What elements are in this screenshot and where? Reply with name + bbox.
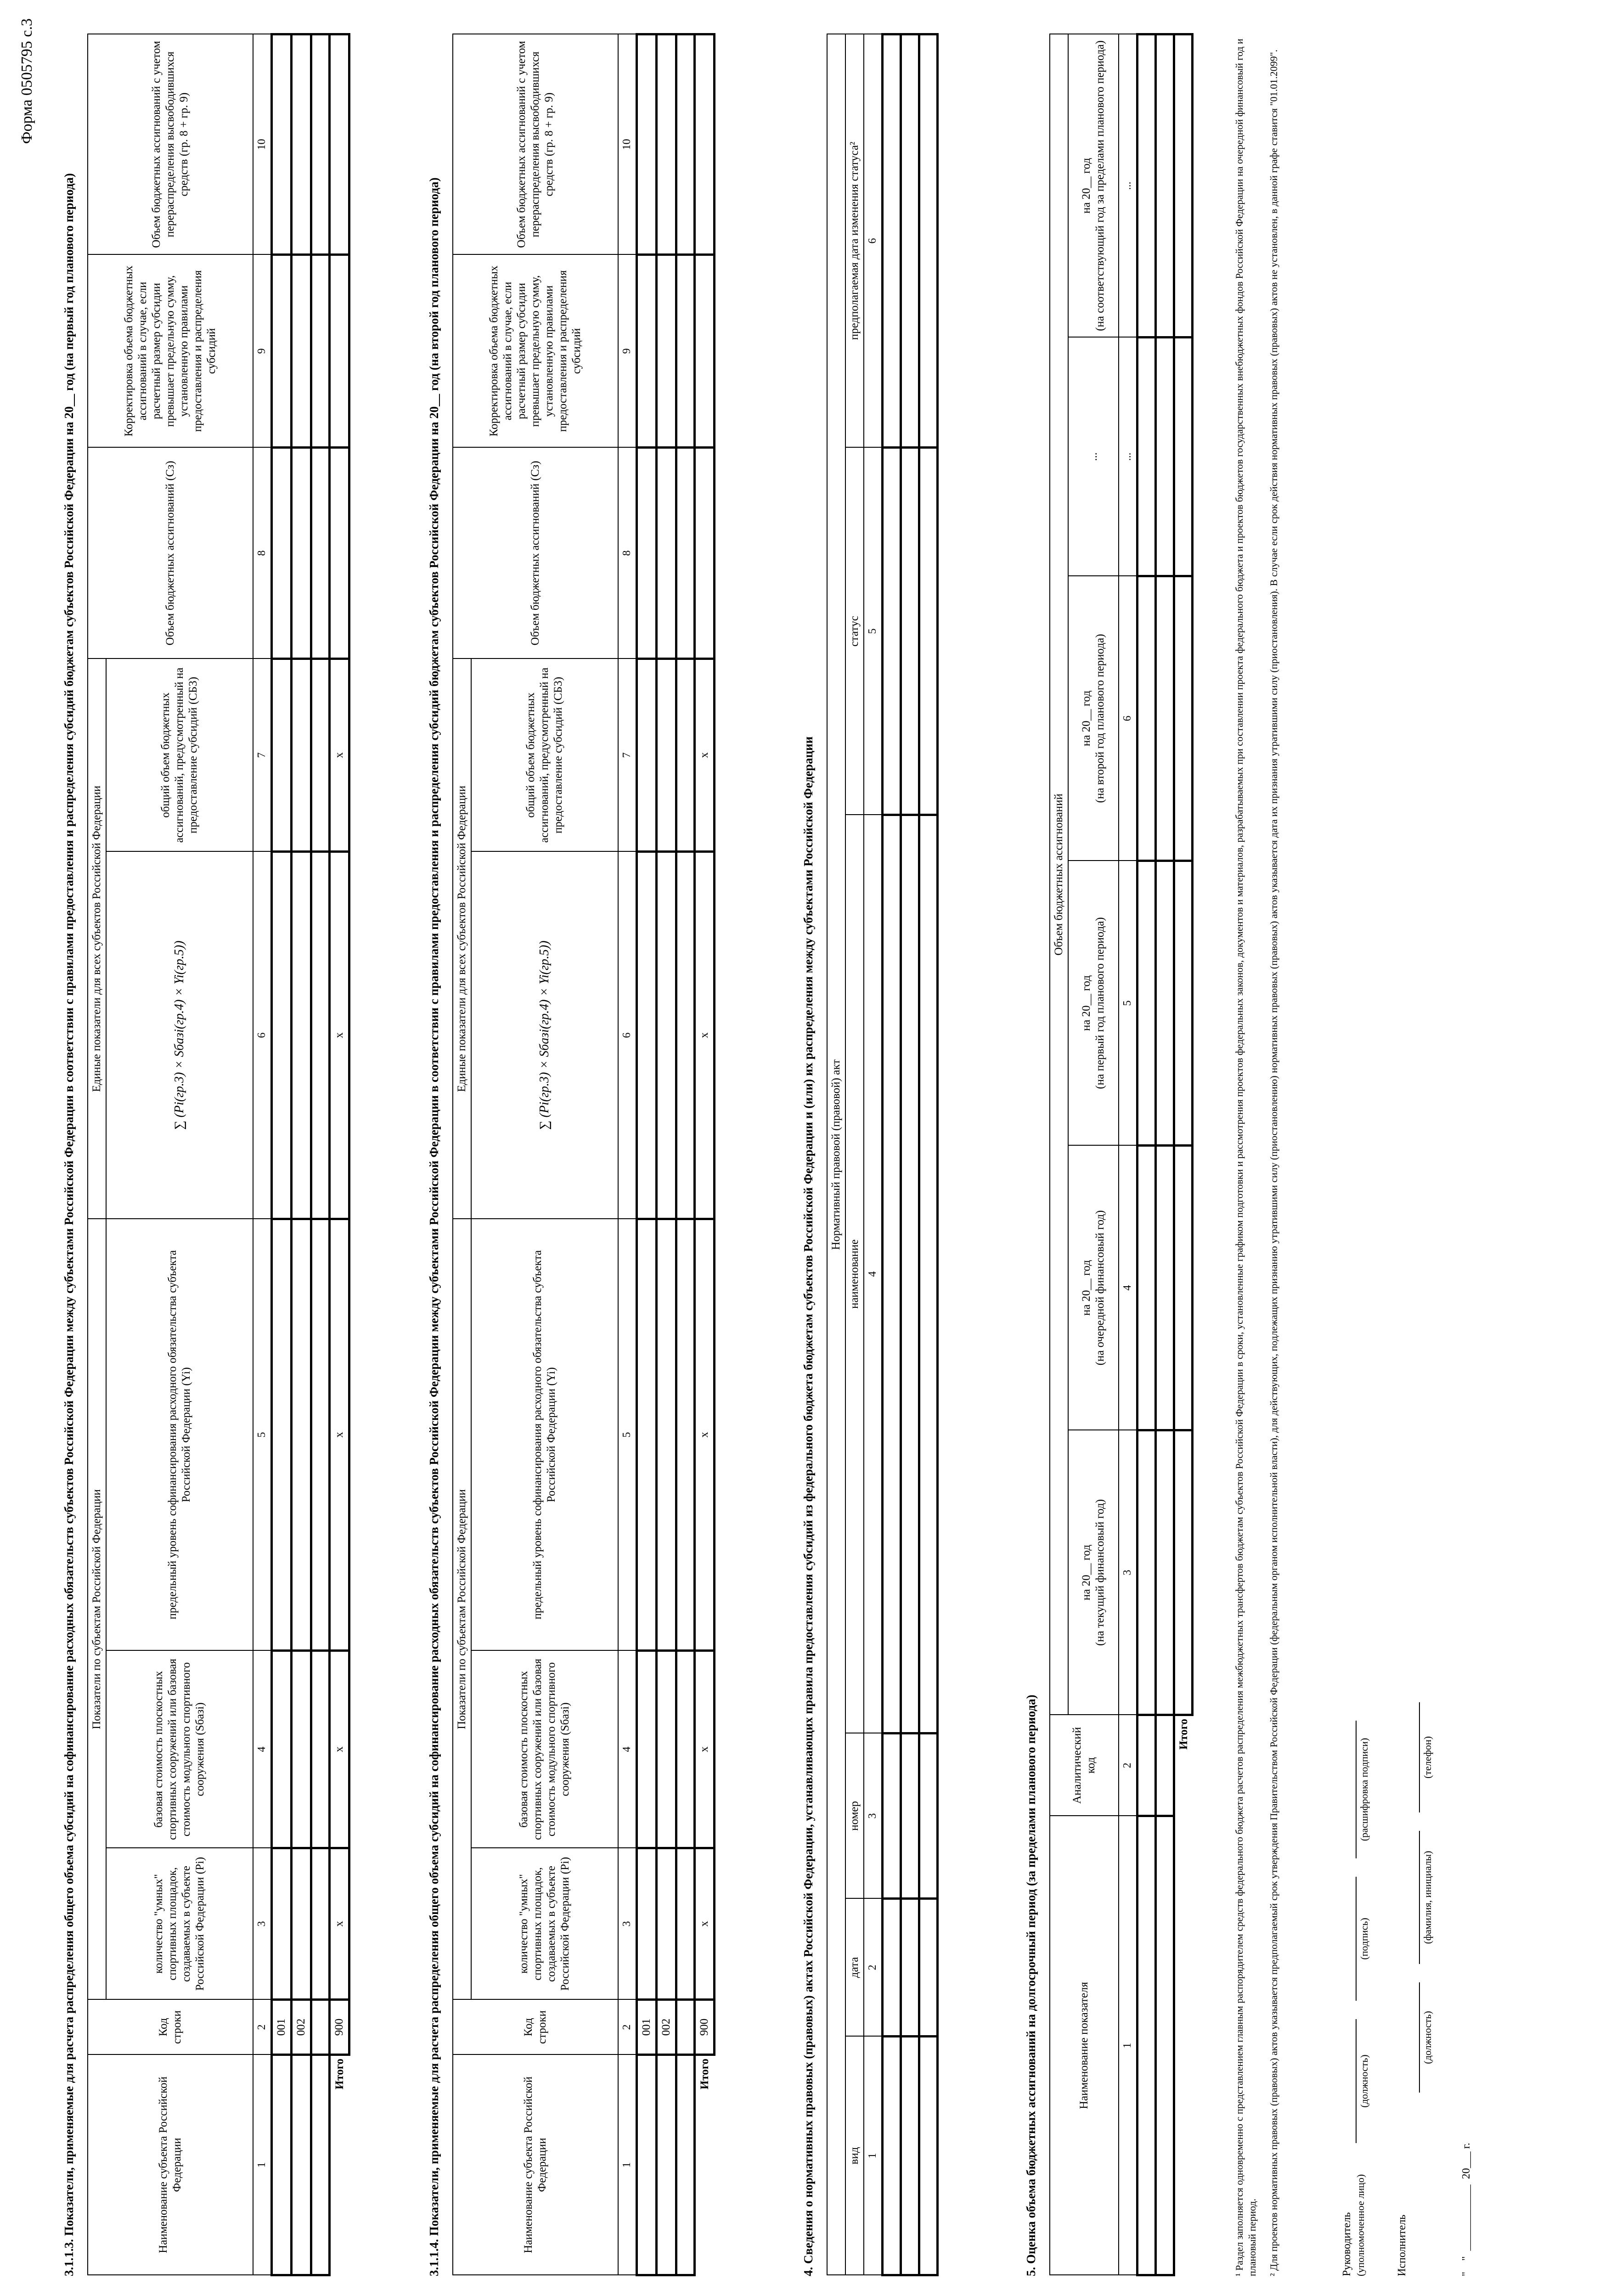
col-year-beyond: на 20__ год (на соответствующий год за пределами планового периода) xyxy=(1068,34,1119,337)
cell-total[interactable] xyxy=(311,34,329,254)
colnum-2: 2 xyxy=(618,2000,636,2055)
signature-head-label: Руководитель xyxy=(1341,2212,1353,2276)
itogo-total[interactable] xyxy=(329,34,349,254)
group-common: Единые показатели для всех субъектов Российской Федерации xyxy=(88,658,106,1219)
cell-sb3[interactable] xyxy=(676,658,694,851)
cell-sb3[interactable] xyxy=(636,658,656,851)
itogo-corr[interactable] xyxy=(329,254,349,447)
cell-sbase[interactable] xyxy=(656,1651,676,1848)
table-row xyxy=(882,34,901,2275)
cell-v2[interactable] xyxy=(1137,1146,1155,1430)
itogo-x: x xyxy=(329,851,349,1219)
col-date: дата xyxy=(845,1899,864,2037)
cell-total[interactable] xyxy=(291,34,311,254)
col-sb3: общий объем бюджетных ассигнований, предусмотренный на предоставление субсидий (СБ3) xyxy=(106,658,253,851)
table-section-4 xyxy=(827,33,939,2276)
col-s3: Объем бюджетных ассигнований (Сз) xyxy=(453,447,618,658)
footnote-1: ¹ Раздел заполняется одновременно с представлением главным распорядителем средств федерального бюджета расчетов распределения межбюджетных трансфертов бюджетам субъектов Российской Федерации в сроки, установленные графиком подготовки и рассмотрения проектов федеральных законов, документов и материалов, разрабатываемых при составлении проекта федерального бюджета и проектов бюджетов государственных внебюджетных фондов Российской Федерации на очередной финансовый год и плановый период. xyxy=(1233,39,1258,2276)
itogo-row xyxy=(694,34,714,2275)
cell-yi[interactable] xyxy=(291,1219,311,1650)
cell-corr[interactable] xyxy=(271,254,291,447)
colnum-10: 10 xyxy=(618,34,636,254)
cell-s3[interactable] xyxy=(676,447,694,658)
itogo-x: x xyxy=(329,1219,349,1650)
cell-status-date[interactable] xyxy=(919,34,937,447)
cell-status-date[interactable] xyxy=(882,34,901,447)
exec-name-label: (фамилия, инициалы) xyxy=(1422,1851,1433,1944)
cell-s3[interactable] xyxy=(636,447,656,658)
cell-subject[interactable] xyxy=(656,2055,676,2275)
cell-date[interactable] xyxy=(882,1899,901,2037)
itogo-v5[interactable] xyxy=(1174,338,1193,576)
cell-s3[interactable] xyxy=(656,447,676,658)
cell-v6[interactable] xyxy=(1137,34,1155,337)
section-3113-heading: 3.1.1.3. Показатели, применяемые для расчета распределения общего объема субсидий на софинансирование расходных обязательств субъектов Российской Федерации между субъектами Российской Федерации в соответствии с правилами предоставления и распределения субсидий бюджетам субъектов Российской Федерации на 20__ год (на первый год планового периода) xyxy=(62,173,76,2276)
cell-s3[interactable] xyxy=(291,447,311,658)
table-row xyxy=(311,34,329,2275)
col-status-date: предполагаемая дата изменения статуса² xyxy=(845,34,864,447)
colnum-4: 4 xyxy=(618,1651,636,1848)
table-row xyxy=(919,34,937,2275)
cell-v4[interactable] xyxy=(1155,576,1174,861)
cell-status[interactable] xyxy=(919,448,937,815)
itogo-v2[interactable] xyxy=(1174,1146,1193,1430)
col-row-code: Код строки xyxy=(453,2000,618,2055)
cell-status[interactable] xyxy=(882,448,901,815)
cell-pi[interactable] xyxy=(271,1848,291,2000)
cell-sb3[interactable] xyxy=(656,658,676,851)
cell-v4[interactable] xyxy=(1137,576,1155,861)
colnum-4: 4 xyxy=(864,815,882,1733)
cell-yi[interactable] xyxy=(656,1219,676,1650)
col-year-next: на 20__ год (на очередной финансовый год) xyxy=(1068,1146,1119,1430)
cell-code: 001 xyxy=(636,2000,656,2055)
colnum-1: 1 xyxy=(253,2055,271,2275)
cell-indicator[interactable] xyxy=(1155,1816,1174,2275)
cell-number[interactable] xyxy=(919,1733,937,1899)
colnum-3: 3 xyxy=(253,1848,271,2000)
group-by-subject: Показатели по субъектам Российской Федерации xyxy=(453,1219,471,1999)
cell-total[interactable] xyxy=(636,34,656,254)
cell-sbase[interactable] xyxy=(291,1651,311,1848)
group-npa: Нормативный правовой (правовой) акт xyxy=(827,34,845,2275)
cell-corr[interactable] xyxy=(291,254,311,447)
itogo-v4[interactable] xyxy=(1174,576,1193,861)
cell-v5[interactable] xyxy=(1155,338,1174,576)
cell-pi[interactable] xyxy=(656,1848,676,2000)
cell-date[interactable] xyxy=(901,1899,919,2037)
itogo-s3[interactable] xyxy=(694,447,714,658)
cell-v3[interactable] xyxy=(1155,861,1174,1146)
group-budget-volume: Объем бюджетных ассигнований xyxy=(1050,34,1068,1715)
colnum-1: 1 xyxy=(618,2055,636,2275)
itogo-x: x xyxy=(694,851,714,1219)
cell-kind[interactable] xyxy=(901,2037,919,2275)
table-row xyxy=(291,34,311,2275)
section-5-heading: 5. Оценка объема бюджетных ассигнований на долгосрочный период (за пределами планового периода) xyxy=(1024,1694,1038,2276)
cell-code: 001 xyxy=(271,2000,291,2055)
col-total: Объем бюджетных ассигнований с учетом перераспределения высвободившихся средств (гр. 8 + гр. 9) xyxy=(88,34,253,254)
colnum-6: 6 xyxy=(253,851,271,1219)
cell-title[interactable] xyxy=(919,815,937,1733)
cell-s3[interactable] xyxy=(271,447,291,658)
col-year-current: на 20__ год (на текущий финансовый год) xyxy=(1068,1430,1119,1715)
cell-pi[interactable] xyxy=(636,1848,656,2000)
cell-sbase[interactable] xyxy=(271,1651,291,1848)
exec-position-line[interactable] xyxy=(1405,1982,1420,2093)
cell-v3[interactable] xyxy=(1137,861,1155,1146)
itogo-v1[interactable] xyxy=(1174,1430,1193,1715)
col-total: Объем бюджетных ассигнований с учетом перераспределения высвободившихся средств (гр. 8 + гр. 9) xyxy=(453,34,618,254)
cell-subject[interactable] xyxy=(636,2055,656,2275)
cell-status[interactable] xyxy=(901,448,919,815)
section-4-heading: 4. Сведения о нормативных правовых (правовых) актах Российской Федерации, устанавливающих правила предоставления субсидий из федерального бюджета бюджетам субъектов Российской Федерации и (или) их распределения между субъектами Российской Федерации xyxy=(801,736,815,2276)
cell-formula[interactable] xyxy=(636,851,656,1219)
colnum-1: 1 xyxy=(864,2037,882,2275)
col-indicator-name: Наименование показателя xyxy=(1050,1816,1119,2275)
colnum-8: 8 xyxy=(618,447,636,658)
cell-subject[interactable] xyxy=(271,2055,291,2275)
col-title: наименование xyxy=(845,815,864,1733)
col-row-code: Код строки xyxy=(88,2000,253,2055)
itogo-label: Итого xyxy=(333,2059,346,2090)
cell-code[interactable] xyxy=(1155,1715,1174,1816)
cell-sb3[interactable] xyxy=(271,658,291,851)
exec-name-line[interactable] xyxy=(1405,1831,1420,1964)
itogo-row xyxy=(1174,34,1193,2275)
col-analytic-code: Аналитический код xyxy=(1050,1715,1119,1816)
cell-v6[interactable] xyxy=(1155,34,1174,337)
colnum-3: 3 xyxy=(1119,1430,1137,1715)
colnum-6: 6 xyxy=(864,34,882,447)
cell-kind[interactable] xyxy=(882,2037,901,2275)
colnum-10: 10 xyxy=(253,34,271,254)
cell-kind[interactable] xyxy=(919,2037,937,2275)
colnum-6: 6 xyxy=(618,851,636,1219)
col-number: номер xyxy=(845,1733,864,1899)
itogo-code: 900 xyxy=(329,2000,349,2055)
col-pi: количество "умных" спортивных площадок, создаваемых в субъекте Российской Федерации (Pi) xyxy=(471,1848,618,2000)
table-3113 xyxy=(87,33,350,2276)
signature-head-sub: (уполномоченное лицо) xyxy=(1355,2174,1366,2276)
head-position-line[interactable] xyxy=(1342,2019,1357,2143)
itogo-label: Итого xyxy=(698,2059,711,2090)
cell-corr[interactable] xyxy=(676,254,694,447)
colnum-2: 2 xyxy=(864,1899,882,2037)
table-section-5 xyxy=(1049,33,1194,2276)
cell-code: 002 xyxy=(656,2000,676,2055)
table-row xyxy=(676,34,694,2275)
table-row xyxy=(271,34,291,2275)
exec-position-label: (должность) xyxy=(1422,2011,1433,2064)
cell-formula[interactable] xyxy=(676,851,694,1219)
colnum-6: 6 xyxy=(1119,576,1137,861)
col-sbase: базовая стоимость плоскостных спортивных сооружений или базовая стоимость модульного спортивного сооружения (Sбазi) xyxy=(106,1651,253,1848)
itogo-x: x xyxy=(329,1848,349,2000)
cell-formula[interactable] xyxy=(311,851,329,1219)
head-position-label: (должность) xyxy=(1358,2054,1370,2108)
table-row xyxy=(1155,34,1174,2275)
signature-date[interactable]: " " ____________ 20___ г. xyxy=(1460,2143,1472,2276)
colnum-4: 4 xyxy=(1119,1146,1137,1430)
cell-formula[interactable] xyxy=(656,851,676,1219)
table-row xyxy=(636,34,656,2275)
cell-yi[interactable] xyxy=(271,1219,291,1650)
itogo-corr[interactable] xyxy=(694,254,714,447)
form-number: Форма 0505795 с.3 xyxy=(18,18,35,144)
col-pi: количество "умных" спортивных площадок, создаваемых в субъекте Российской Федерации (Pi) xyxy=(106,1848,253,2000)
cell-code[interactable] xyxy=(676,2000,694,2055)
itogo-v3[interactable] xyxy=(1174,861,1193,1146)
cell-corr[interactable] xyxy=(636,254,656,447)
colnum-4: 4 xyxy=(253,1651,271,1848)
cell-subject[interactable] xyxy=(676,2055,694,2275)
cell-code[interactable] xyxy=(1137,1715,1155,1816)
cell-yi[interactable] xyxy=(311,1219,329,1650)
colnum-3: 3 xyxy=(618,1848,636,2000)
col-sbase: базовая стоимость плоскостных спортивных сооружений или базовая стоимость модульного спортивного сооружения (Sбазi) xyxy=(471,1651,618,1848)
col-year-ellipsis: ... xyxy=(1068,338,1119,576)
exec-phone-label: (телефон) xyxy=(1422,1736,1433,1779)
head-decipher-label: (расшифровка подписи) xyxy=(1358,1738,1370,1841)
table-row xyxy=(1137,34,1155,2275)
cell-corr[interactable] xyxy=(656,254,676,447)
cell-status-date[interactable] xyxy=(901,34,919,447)
head-decipher-line[interactable] xyxy=(1342,1721,1357,1858)
cell-yi[interactable] xyxy=(636,1219,656,1650)
cell-sbase[interactable] xyxy=(636,1651,656,1848)
table-row xyxy=(901,34,919,2275)
cell-pi[interactable] xyxy=(676,1848,694,2000)
cell-corr[interactable] xyxy=(311,254,329,447)
colnum-9: 9 xyxy=(253,254,271,447)
colnum-3: 3 xyxy=(864,1733,882,1899)
colnum-1: 1 xyxy=(1119,1816,1137,2275)
cell-pi[interactable] xyxy=(311,1848,329,2000)
col-subject-name: Наименование субъекта Российской Федерации xyxy=(453,2055,618,2275)
colnum-5: 5 xyxy=(618,1219,636,1650)
col-yi: предельный уровень софинансирования расходного обязательства субъекта Российской Федерации (Yi) xyxy=(471,1219,618,1650)
colnum-7: ... xyxy=(1119,338,1137,576)
cell-formula[interactable] xyxy=(291,851,311,1219)
cell-subject[interactable] xyxy=(291,2055,311,2275)
table-row xyxy=(656,34,676,2275)
itogo-x: x xyxy=(329,1651,349,1848)
signature-exec-label: Исполнитель xyxy=(1396,2214,1408,2276)
cell-code[interactable] xyxy=(311,2000,329,2055)
itogo-s3[interactable] xyxy=(329,447,349,658)
cell-total[interactable] xyxy=(271,34,291,254)
itogo-x: x xyxy=(694,1651,714,1848)
cell-sb3[interactable] xyxy=(291,658,311,851)
cell-total[interactable] xyxy=(676,34,694,254)
colnum-5: 5 xyxy=(1119,861,1137,1146)
colnum-7: 7 xyxy=(618,658,636,851)
colnum-5: 5 xyxy=(864,448,882,815)
cell-indicator[interactable] xyxy=(1137,1816,1155,2275)
cell-sbase[interactable] xyxy=(311,1651,329,1848)
colnum-8: ... xyxy=(1119,34,1137,337)
cell-v2[interactable] xyxy=(1155,1146,1174,1430)
cell-yi[interactable] xyxy=(676,1219,694,1650)
cell-number[interactable] xyxy=(882,1733,901,1899)
itogo-total[interactable] xyxy=(694,34,714,254)
group-common: Единые показатели для всех субъектов Российской Федерации xyxy=(453,658,471,1219)
col-year-plan1: на 20__ год (на первый год планового периода) xyxy=(1068,861,1119,1146)
group-by-subject: Показатели по субъектам Российской Федерации xyxy=(88,1219,106,1999)
cell-title[interactable] xyxy=(882,815,901,1733)
cell-title[interactable] xyxy=(901,815,919,1733)
col-formula: ∑ (Pi(гр.3) × Sбазi(гр.4) × Yi(гр.5)) xyxy=(471,851,618,1219)
itogo-x: x xyxy=(694,1848,714,2000)
col-kind: вид xyxy=(845,2037,864,2275)
colnum-5: 5 xyxy=(253,1219,271,1650)
cell-sbase[interactable] xyxy=(676,1651,694,1848)
cell-formula[interactable] xyxy=(271,851,291,1219)
col-status: статус xyxy=(845,448,864,815)
colnum-9: 9 xyxy=(618,254,636,447)
col-year-plan2: на 20__ год (на второй год планового периода) xyxy=(1068,576,1119,861)
itogo-x: x xyxy=(694,658,714,851)
cell-sb3[interactable] xyxy=(311,658,329,851)
itogo-label: Итого xyxy=(1177,1719,1190,1750)
cell-code: 002 xyxy=(291,2000,311,2055)
col-correction: Корректировка объема бюджетных ассигнований в случае, если расчетный размер субсидии превышает предельную сумму, установленную правилами предоставления и распределения субсидий xyxy=(453,254,618,447)
cell-subject[interactable] xyxy=(311,2055,329,2275)
itogo-x: x xyxy=(329,658,349,851)
cell-v1[interactable] xyxy=(1155,1430,1174,1715)
col-s3: Объем бюджетных ассигнований (Сз) xyxy=(88,447,253,658)
cell-pi[interactable] xyxy=(291,1848,311,2000)
col-correction: Корректировка объема бюджетных ассигнований в случае, если расчетный размер субсидии превышает предельную сумму, установленную правилами предоставления и распределения субсидий xyxy=(88,254,253,447)
cell-total[interactable] xyxy=(656,34,676,254)
cell-s3[interactable] xyxy=(311,447,329,658)
col-formula: ∑ (Pi(гр.3) × Sбазi(гр.4) × Yi(гр.5)) xyxy=(106,851,253,1219)
itogo-code: 900 xyxy=(694,2000,714,2055)
itogo-v6[interactable] xyxy=(1174,34,1193,337)
footnote-2: ² Для проектов нормативных правовых (правовых) актов указывается предполагаемый срок утверждения Правительством Российской Федерации (федеральным органом исполнительной власти), для действующих, подлежащих признанию утратившими силу (приостановлению) нормативных правовых (правовых) актов указывается дата их признания утратившими силу (приостановления). В случае если срок действия нормативных правовых (правовых) актов не установлен, в данной графе ставится "01.01.2099". xyxy=(1268,49,1279,2276)
section-3114-heading: 3.1.1.4. Показатели, применяемые для расчета распределения общего объема субсидий на софинансирование расходных обязательств субъектов Российской Федерации между субъектами Российской Федерации в соответствии с правилами предоставления и распределения субсидий бюджетам субъектов Российской Федерации на 20__ год (на второй год планового периода) xyxy=(427,177,441,2276)
colnum-2: 2 xyxy=(253,2000,271,2055)
itogo-row xyxy=(329,34,349,2275)
head-signature-label: (подпись) xyxy=(1358,1918,1370,1960)
col-subject-name: Наименование субъекта Российской Федерации xyxy=(88,2055,253,2275)
colnum-7: 7 xyxy=(253,658,271,851)
head-signature-line[interactable] xyxy=(1342,1877,1357,2001)
cell-number[interactable] xyxy=(901,1733,919,1899)
col-sb3: общий объем бюджетных ассигнований, предусмотренный на предоставление субсидий (СБ3) xyxy=(471,658,618,851)
colnum-2: 2 xyxy=(1119,1715,1137,1816)
cell-v5[interactable] xyxy=(1137,338,1155,576)
itogo-x: x xyxy=(694,1219,714,1650)
cell-date[interactable] xyxy=(919,1899,937,2037)
colnum-8: 8 xyxy=(253,447,271,658)
col-yi: предельный уровень софинансирования расходного обязательства субъекта Российской Федерации (Yi) xyxy=(106,1219,253,1650)
cell-v1[interactable] xyxy=(1137,1430,1155,1715)
exec-phone-line[interactable] xyxy=(1405,1702,1420,1812)
table-3114 xyxy=(452,33,715,2276)
